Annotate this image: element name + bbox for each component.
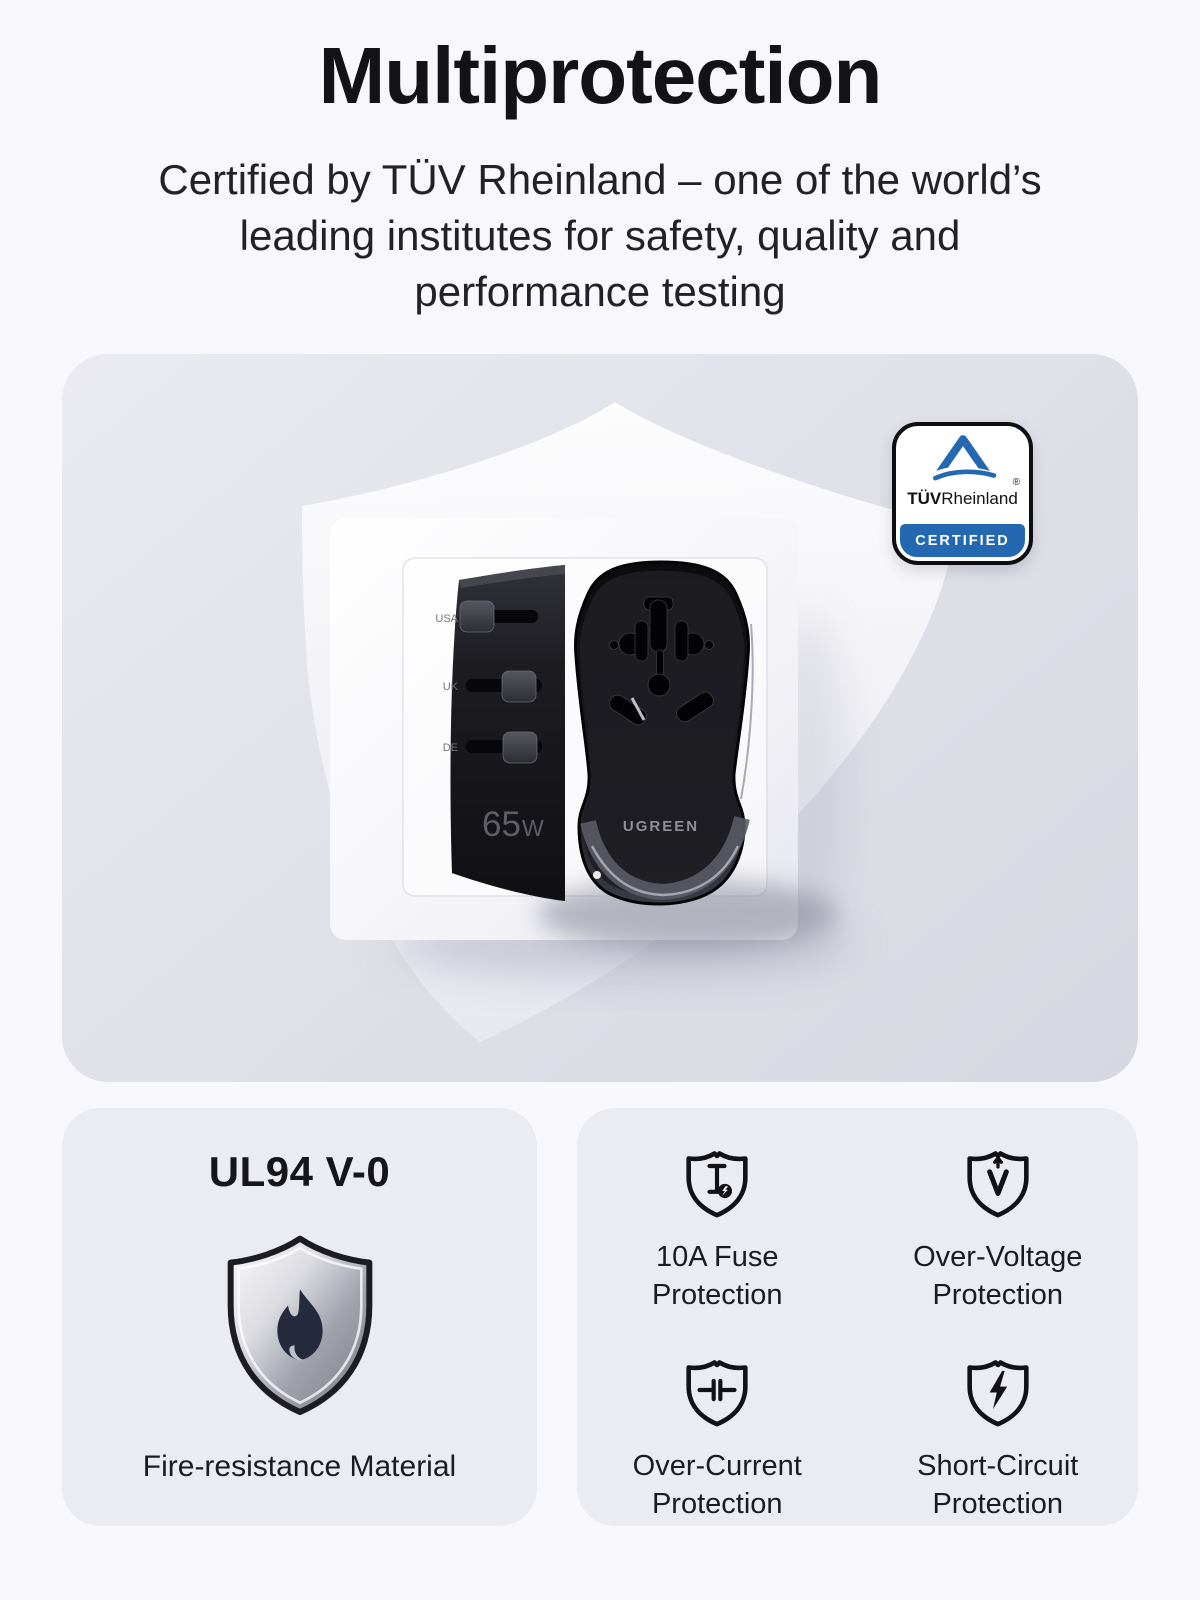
tuv-certified-badge [892, 422, 1033, 565]
protection-item-voltage [858, 1108, 1139, 1317]
protection-label: Over-Voltage Protection [913, 1241, 1083, 1311]
fire-shield-icon [220, 1230, 380, 1418]
protection-label: 10A Fuse Protection [651, 1241, 783, 1311]
tuv-registered-mark: ® [1012, 477, 1020, 488]
fire-resistance-card [62, 1108, 537, 1526]
usa-slider-knob [460, 601, 494, 632]
wattage-number: 65 [482, 805, 521, 844]
current-shield-icon [677, 1343, 757, 1437]
tuv-certified-band: CERTIFIED [900, 524, 1025, 557]
tuv-wordmark-regular: Rheinland [941, 489, 1018, 508]
subtitle-line-2: leading institutes for safety, quality and [239, 212, 961, 259]
protections-card [577, 1108, 1138, 1526]
tuv-triangle-icon [930, 433, 996, 485]
wattage-unit: W [522, 815, 544, 841]
protection-label: Over-Current Protection [632, 1450, 802, 1520]
hero-product-photo [62, 354, 1138, 1082]
tuv-wordmark-bold: TÜV [907, 489, 942, 508]
page-subtitle [0, 152, 1200, 320]
travel-adapter [435, 562, 752, 904]
tuv-wordmark [896, 489, 1029, 509]
uk-slider-knob [502, 671, 536, 702]
de-slider-knob [503, 732, 537, 763]
protection-item-fuse [577, 1108, 858, 1317]
protection-item-current [577, 1317, 858, 1526]
subtitle-line-1: Certified by TÜV Rheinland – one of the world’s [158, 156, 1042, 203]
usa-slider-label: USA [435, 613, 458, 625]
fire-card-title: UL94 V-0 [208, 1148, 391, 1195]
fuse-shield-icon [677, 1134, 757, 1228]
specular-dot [593, 871, 601, 879]
brand-logo-text: UGREEN [622, 818, 700, 835]
voltage-shield-icon [958, 1134, 1038, 1228]
protection-item-short-circuit [858, 1317, 1139, 1526]
subtitle-line-3: performance testing [414, 268, 786, 315]
uk-slider-label: UK [442, 681, 458, 693]
circuit-shield-icon [958, 1343, 1038, 1437]
protection-label: Short-Circuit Protection [917, 1450, 1079, 1520]
page-title: Multiprotection [318, 31, 882, 120]
protections-grid [577, 1108, 1138, 1526]
de-slider-label: DE [442, 742, 458, 754]
fire-card-caption: Fire-resistance Material [142, 1450, 457, 1483]
